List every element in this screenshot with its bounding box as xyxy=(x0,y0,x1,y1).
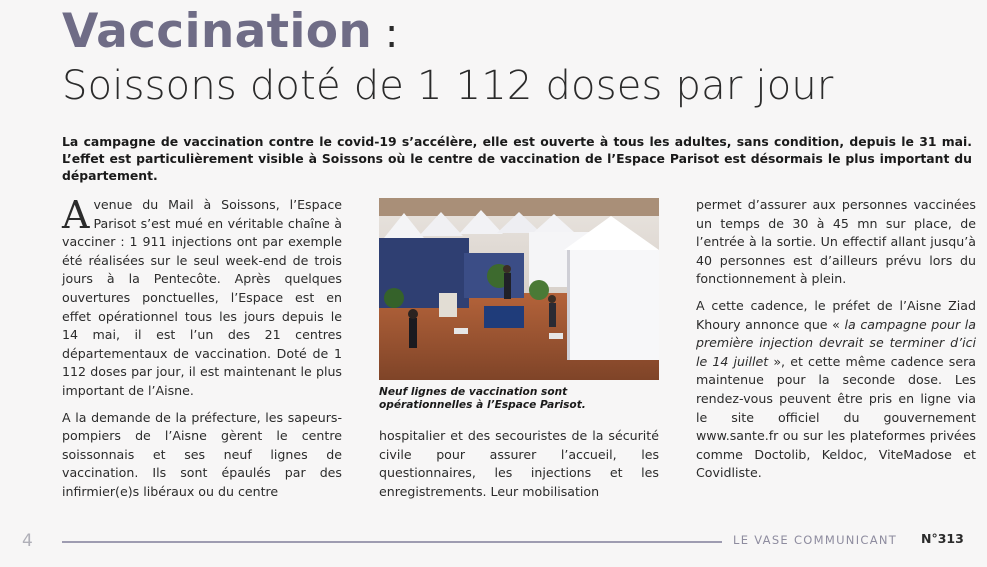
col3-p2-end: », et cette même cadence sera maintenue pour la seconde dose. Les rendez-vous peuvent être pris en ligne via le site officiel du gouvernement www.sante.fr ou sur les plateformes privées comme Doctolib, Keldoc, ViteMadose et Covidliste. xyxy=(696,353,976,481)
title-keyword: Vaccination xyxy=(62,4,373,59)
column-2 xyxy=(379,427,659,509)
magazine-name: LE VASE COMMUNICANT xyxy=(733,533,898,547)
page-number: 4 xyxy=(22,531,33,551)
drop-cap: A xyxy=(62,193,90,237)
article-lead: La campagne de vaccination contre le covid-19 s’accélère, elle est ouverte à tous les adultes, sans condition, depuis le 31 mai. L’effet est particulièrement visible à Soissons où le centre de vaccination de l’Espace Parisot est désormais le plus important du département. xyxy=(62,134,972,183)
title-colon: : xyxy=(372,11,399,57)
col2-paragraph-1: hospitalier et des secouristes de la sécurité civile pour assurer l’accueil, les questionnaires, les injections et les enregistrements. Leur mobilisation xyxy=(379,428,659,499)
footer-divider xyxy=(62,541,722,543)
col1-p1-text: venue du Mail à Soissons, l’Espace Parisot s’est mué en véritable chaîne à vacciner : 1 911 injections ont par exemple été réalisées sur le seul week-end de trois jours à la Pentecôte. Après quelques ouvertures ponctuelles, l’Espace est en effet opérationnel tous les jours depuis le 14 mai, il est l’un des 21 centres départementaux de vaccination. Doté de 1 112 doses par jour, il est maintenant le plus important de l’Aisne. xyxy=(62,197,342,398)
col1-paragraph-1 xyxy=(62,193,342,401)
col3-p2-start: A cette cadence, le préfet de l’Aisne Ziad Khoury annonce que « xyxy=(696,297,976,332)
article-subtitle: Soissons doté de 1 112 doses par jour xyxy=(62,63,834,109)
col1-paragraph-2: A la demande de la préfecture, les sapeurs-pompiers de l’Aisne gèrent le centre soissonnais et ses neuf lignes de vaccination. Ils sont épaulés par des infirmier(e)s libéraux ou du centre xyxy=(62,409,342,499)
prefect-quote: la campagne pour la première injection devrait se terminer d’ici le 14 juillet xyxy=(696,316,976,369)
column-1 xyxy=(62,193,342,510)
issue-number: N°313 xyxy=(921,531,964,546)
column-3 xyxy=(696,196,976,491)
col3-paragraph-2 xyxy=(696,297,976,483)
article-title xyxy=(62,4,962,59)
photo-caption: Neuf lignes de vaccination sont opérationnelles à l’Espace Parisot. xyxy=(379,386,586,411)
col3-paragraph-1: permet d’assurer aux personnes vaccinées un temps de 30 à 45 mn sur place, de l’entrée à la sortie. Un effectif allant jusqu’à 40 personnes est d’ailleurs prévu lors du fonctionnement à plein. xyxy=(696,197,976,287)
vaccination-hall-image xyxy=(379,198,659,380)
article-photo xyxy=(379,198,659,380)
